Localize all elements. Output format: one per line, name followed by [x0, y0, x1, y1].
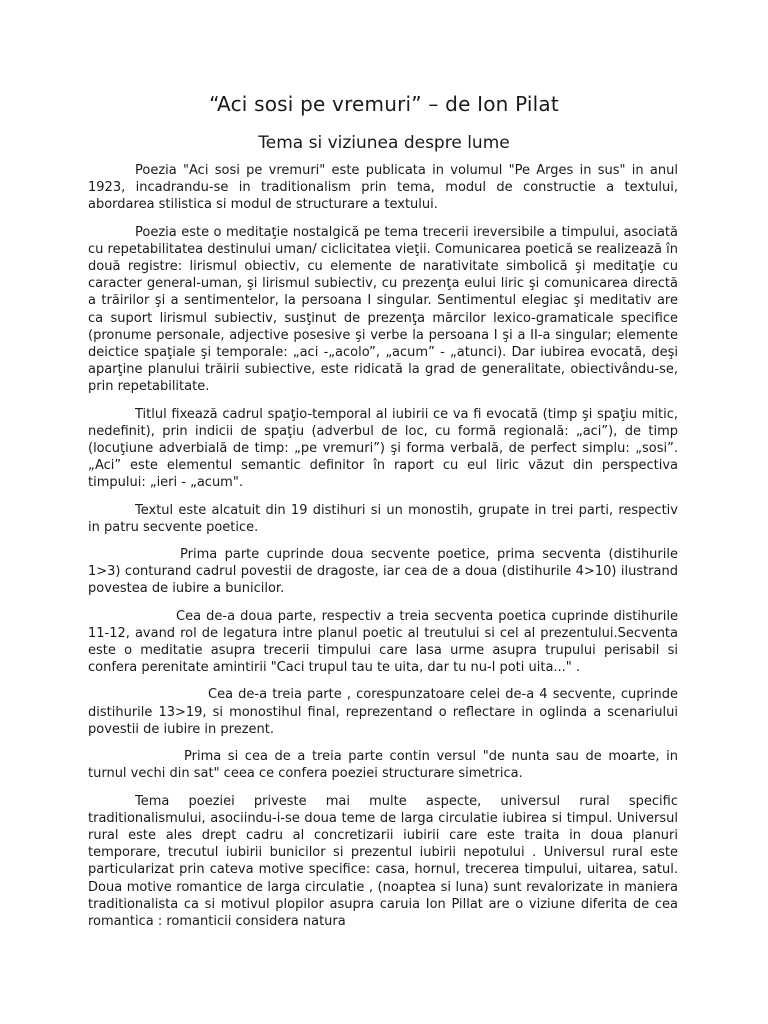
page-title: “Aci sosi pe vremuri” – de Ion Pilat: [209, 92, 559, 116]
paragraph-8: Prima si cea de a treia parte contin versul "de nunta sau de moarte, in turnul vechi din sat" ceea ce confera poeziei structurare simetrica.: [88, 749, 678, 782]
paragraph-2: Poezia este o meditaţie nostalgică pe tema trecerii ireversibile a timpului, asociată cu repetabilitatea destinului uman/ ciclicitatea vieţii. Comunicarea poetică se realizează în două registre: lirismul obiectiv, cu elemente de narativitate simbolică şi meditaţie cu caracter general-uman, şi lirismul subiectiv, cu prezenţa eului liric şi comunicarea directă a trăirilor şi a sentimentelor, la persoana I singular. Sentimentul elegiac şi meditativ are ca suport lirismul subiectiv, susţinut de prezenţa mărcilor lexico-gramaticale specifice (pronume personale, adjective posesive şi verbe la persoana I şi a II-a singular; elemente deictice spaţiale şi temporale: „aci -„acolo”, „acum” - „atunci). Dar iubirea evocată, deşi aparţine planului trăirii subiective, este ridicată la grad de generalitate, obiectivându-se, prin repetabilitate.: [88, 224, 678, 395]
paragraph-1: Poezia "Aci sosi pe vremuri" este publicata in volumul "Pe Arges in sus" in anul 1923, incadrandu-se in traditionalism prin tema, modul de constructie a textului, abordarea stilistica si modul de structurare a textului.: [88, 163, 678, 213]
paragraph-9: Tema poeziei priveste mai multe aspecte, universul rural specific traditionalismului, asociindu-i-se doua teme de larga circulatie iubirea si timpul. Universul rural este ales drept cadru al concretizarii iubirii care este traita in doua planuri temporare, trecutul iubirii bunicilor si prezentul iubirii nepotului . Universul rural este particularizat prin cateva motive specifice: casa, hornul, trecerea timpului, uitarea, satul. Doua motive romantice de larga circulatie , (noaptea si luna) sunt revalorizate in maniera traditionalista ca si motivul plopilor asupra caruia Ion Pillat are o viziune diferita de cea romantica : romanticii considera natura: [88, 793, 678, 929]
page-subtitle: Tema si viziunea despre lume: [258, 133, 510, 153]
paragraph-7: Cea de-a treia parte , corespunzatoare celei de-a 4 secvente, cuprinde distihurile 13>19, si monostihul final, reprezentand o reflectare in oglinda a scenariului povestii de iubire in prezent.: [88, 687, 678, 737]
paragraph-4: Textul este alcatuit din 19 distihuri si un monostih, grupate in trei parti, respectiv in patru secvente poetice.: [88, 502, 678, 535]
paragraph-6: Cea de-a doua parte, respectiv a treia secventa poetica cuprinde distihurile 11-12, avand rol de legatura intre planul poetic al treutului si cel al prezentului.Secventa este o meditatie asupra trecerii timpului care lasa urme asupra trupului perisabil si confera perenitate amintirii "Caci trupul tau te uita, dar tu nu-l poti uita..." .: [88, 608, 678, 676]
paragraph-5: Prima parte cuprinde doua secvente poetice, prima secventa (distihurile 1>3) conturand cadrul povestii de dragoste, iar cea de a doua (distihurile 4>10) ilustrand povestea de iubire a bunicilor.: [88, 547, 678, 597]
paragraph-3: Titlul fixează cadrul spaţio-temporal al iubirii ce va fi evocată (timp şi spaţiu mitic, nedefinit), prin indicii de spaţiu (adverbul de loc, cu formă regională: „aci”), de timp (locuţiune adverbială de timp: „pe vremuri”) şi forma verbală, de perfect simplu: „sosi”. „Aci” este elementul semantic definitor în raport cu eul liric văzut din perspectiva timpului: „ieri - „acum".: [88, 406, 678, 491]
document-body: [88, 162, 678, 930]
